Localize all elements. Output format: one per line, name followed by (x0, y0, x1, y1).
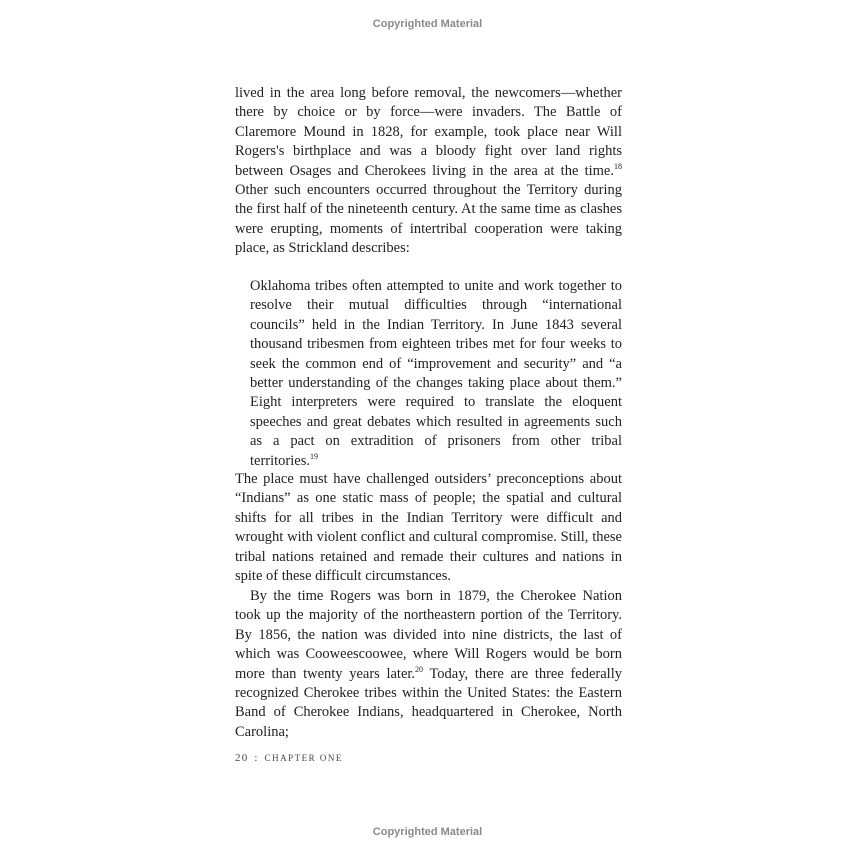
paragraph-2-text: The place must have challenged outsiders’ preconceptions about “Indians” as one static mass of people; the spatial and cultural shifts for all tribes in the Indian Territory were difficult and wrought with violent conflict and cultural compromise. Still, these tribal nations retained and remade their cultures and nations in spite of these difficult circumstances. (235, 471, 622, 585)
paragraph-1-text: lived in the area long before removal, the newcomers—whether there by choice or by force—were invaders. The Battle of Claremore Mound in 1828, for example, took place near Will Rogers's birthplace and was a bloody fight over land rights between Osages and Cherokees living in the area at the time. (235, 85, 622, 179)
footer-separator: : (254, 752, 259, 764)
paragraph-3 (235, 587, 622, 742)
paragraph-3-text-continued: Today, there are three federally recognized Cherokee tribes within the United States: the Eastern Band of Cherokee Indians, headquartered in Cherokee, North Carolina; (235, 665, 622, 740)
paragraph-3-text: By the time Rogers was born in 1879, the Cherokee Nation took up the majority of the northeastern portion of the Territory. By 1856, the nation was divided into nine districts, the last of which was Cooweescoowee, where Will Rogers would be born more than twenty years later. (235, 588, 622, 682)
watermark-bottom: Copyrighted Material (372, 826, 483, 838)
footnote-ref-19: 19 (310, 451, 318, 461)
page-number: 20 (235, 752, 249, 764)
watermark-top: Copyrighted Material (372, 18, 483, 30)
block-quote (250, 277, 622, 471)
block-quote-text: Oklahoma tribes often attempted to unite and work together to resolve their mutual difficulties through “international councils” held in the Indian Territory. In June 1843 several thousand tribesmen from eighteen tribes met for four weeks to seek the common end of “improvement and security” and “a better understanding of the changes taking place about them.” Eight interpreters were required to translate the eloquent speeches and great debates which resulted in agreements such as a pact on extradition of prisoners from other tribal territories. (250, 278, 622, 469)
footnote-ref-18: 18 (614, 161, 622, 171)
running-footer (235, 752, 343, 764)
paragraph-1-text-continued: Other such encounters occurred throughout the Territory during the first half of the nineteenth century. At the same time as clashes were erupting, moments of intertribal cooperation were taking place, as Strickland describes: (235, 182, 622, 257)
chapter-label: CHAPTER ONE (264, 753, 343, 763)
paragraph-2 (235, 470, 622, 586)
paragraph-1 (235, 84, 622, 259)
footnote-ref-20: 20 (415, 664, 424, 674)
